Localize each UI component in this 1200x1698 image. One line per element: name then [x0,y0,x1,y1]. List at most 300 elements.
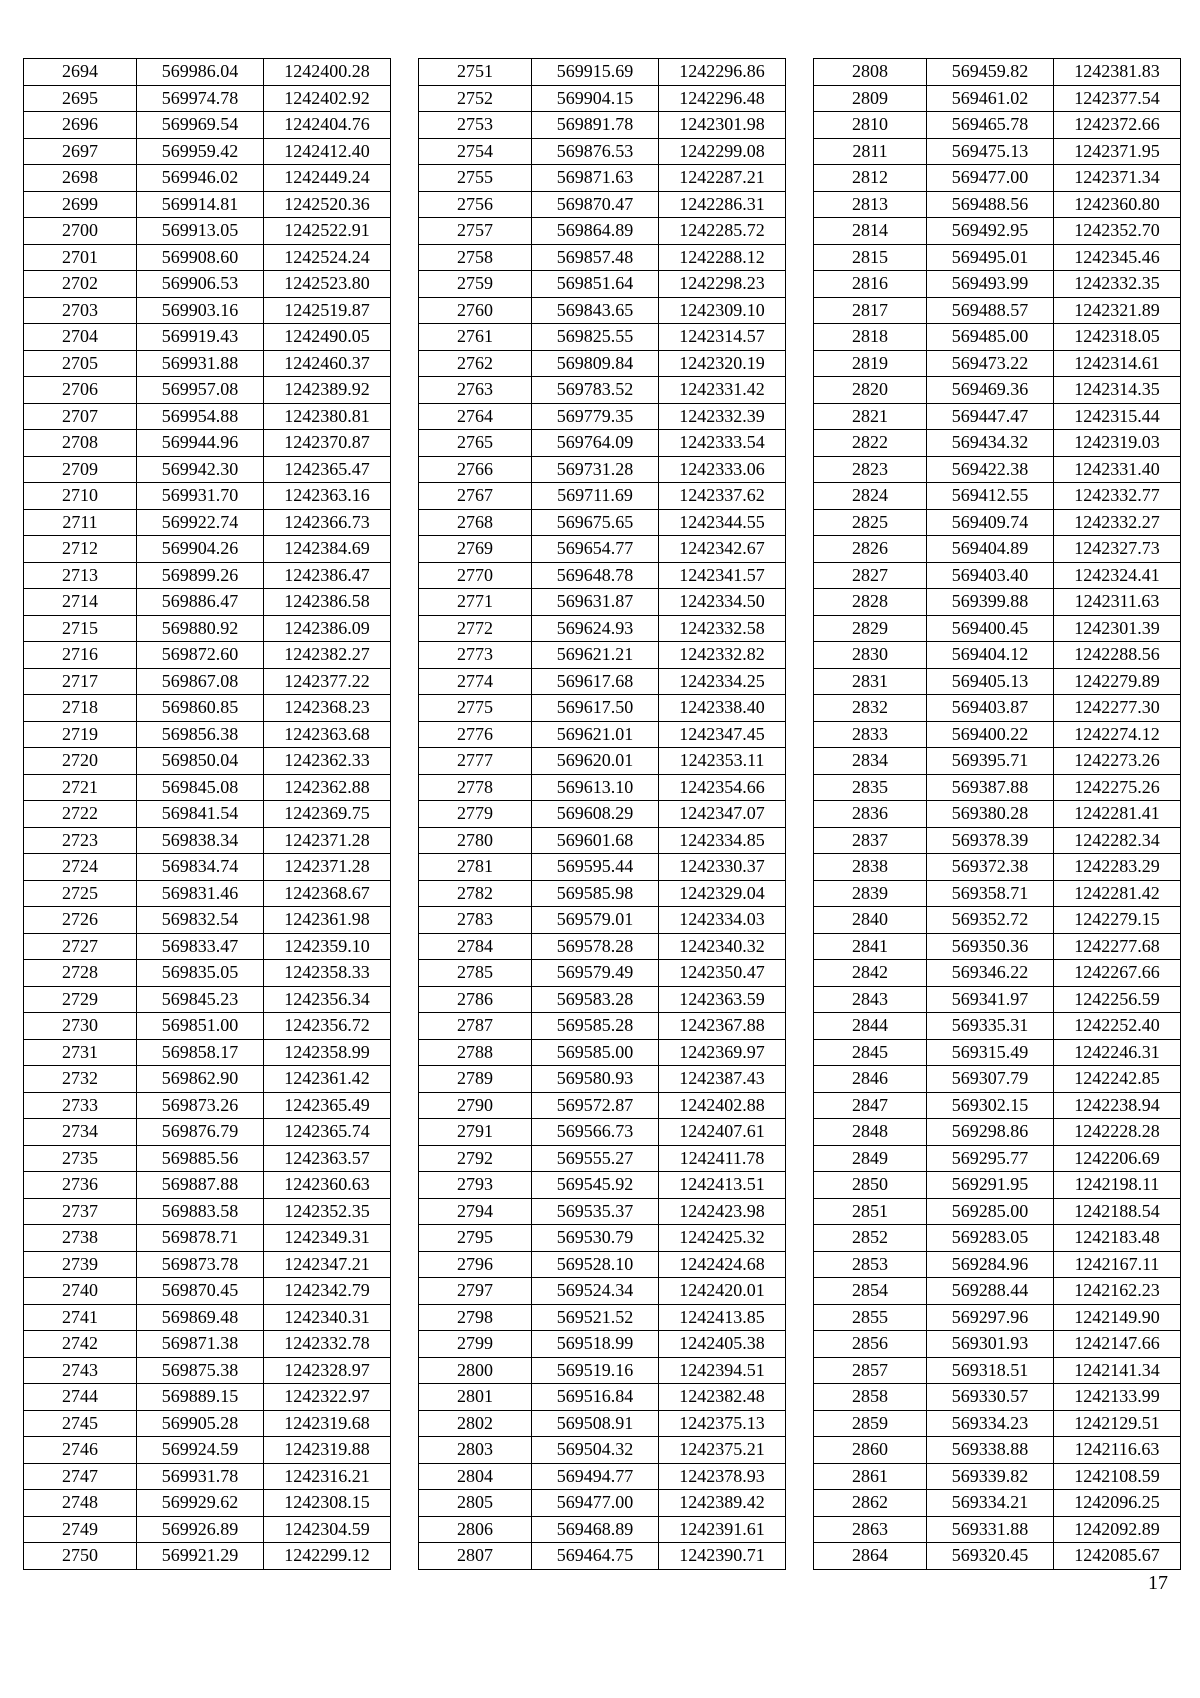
x-coordinate-cell: 569399.88 [927,589,1054,616]
y-coordinate-cell: 1242279.89 [1054,668,1181,695]
point-number-cell: 2713 [24,562,137,589]
y-coordinate-cell: 1242308.15 [264,1490,391,1517]
point-number-cell: 2695 [24,85,137,112]
table-row [814,721,1181,748]
table-row [419,324,786,351]
y-coordinate-cell: 1242318.05 [1054,324,1181,351]
point-number-cell: 2753 [419,112,532,139]
x-coordinate-cell: 569887.88 [137,1172,264,1199]
table-row [814,774,1181,801]
y-coordinate-cell: 1242344.55 [659,509,786,536]
x-coordinate-cell: 569654.77 [532,536,659,563]
x-coordinate-cell: 569339.82 [927,1463,1054,1490]
y-coordinate-cell: 1242371.95 [1054,138,1181,165]
point-number-cell: 2855 [814,1304,927,1331]
table-row [24,1092,391,1119]
y-coordinate-cell: 1242384.69 [264,536,391,563]
y-coordinate-cell: 1242523.80 [264,271,391,298]
table-row [419,695,786,722]
table-row [24,721,391,748]
x-coordinate-cell: 569315.49 [927,1039,1054,1066]
y-coordinate-cell: 1242314.35 [1054,377,1181,404]
x-coordinate-cell: 569380.28 [927,801,1054,828]
table-row [419,1437,786,1464]
y-coordinate-cell: 1242340.32 [659,933,786,960]
x-coordinate-cell: 569870.47 [532,191,659,218]
table-row [24,695,391,722]
y-coordinate-cell: 1242368.67 [264,880,391,907]
x-coordinate-cell: 569395.71 [927,748,1054,775]
y-coordinate-cell: 1242356.72 [264,1013,391,1040]
table-row [24,138,391,165]
y-coordinate-cell: 1242246.31 [1054,1039,1181,1066]
x-coordinate-cell: 569875.38 [137,1357,264,1384]
table-row [814,1357,1181,1384]
x-coordinate-cell: 569809.84 [532,350,659,377]
point-number-cell: 2718 [24,695,137,722]
x-coordinate-cell: 569838.34 [137,827,264,854]
x-coordinate-cell: 569856.38 [137,721,264,748]
point-number-cell: 2748 [24,1490,137,1517]
point-number-cell: 2760 [419,297,532,324]
y-coordinate-cell: 1242359.10 [264,933,391,960]
x-coordinate-cell: 569284.96 [927,1251,1054,1278]
table-row [24,244,391,271]
x-coordinate-cell: 569675.65 [532,509,659,536]
point-number-cell: 2709 [24,456,137,483]
table-row [419,218,786,245]
point-number-cell: 2761 [419,324,532,351]
y-coordinate-cell: 1242354.66 [659,774,786,801]
point-number-cell: 2786 [419,986,532,1013]
x-coordinate-cell: 569833.47 [137,933,264,960]
y-coordinate-cell: 1242362.33 [264,748,391,775]
y-coordinate-cell: 1242362.88 [264,774,391,801]
table-row [814,695,1181,722]
point-number-cell: 2849 [814,1145,927,1172]
table-row [419,1410,786,1437]
y-coordinate-cell: 1242332.77 [1054,483,1181,510]
y-coordinate-cell: 1242296.48 [659,85,786,112]
y-coordinate-cell: 1242389.42 [659,1490,786,1517]
x-coordinate-cell: 569617.50 [532,695,659,722]
table-row [419,138,786,165]
y-coordinate-cell: 1242296.86 [659,59,786,86]
point-number-cell: 2728 [24,960,137,987]
y-coordinate-cell: 1242324.41 [1054,562,1181,589]
y-coordinate-cell: 1242301.98 [659,112,786,139]
x-coordinate-cell: 569919.43 [137,324,264,351]
y-coordinate-cell: 1242377.22 [264,668,391,695]
table-row [24,403,391,430]
point-number-cell: 2755 [419,165,532,192]
point-number-cell: 2844 [814,1013,927,1040]
x-coordinate-cell: 569579.01 [532,907,659,934]
point-number-cell: 2771 [419,589,532,616]
table-row [814,986,1181,1013]
table-row [814,589,1181,616]
y-coordinate-cell: 1242370.87 [264,430,391,457]
x-coordinate-cell: 569870.45 [137,1278,264,1305]
y-coordinate-cell: 1242275.26 [1054,774,1181,801]
table-row [24,1304,391,1331]
table-row [814,1225,1181,1252]
point-number-cell: 2708 [24,430,137,457]
point-number-cell: 2805 [419,1490,532,1517]
x-coordinate-cell: 569904.26 [137,536,264,563]
table-row [24,907,391,934]
point-number-cell: 2817 [814,297,927,324]
x-coordinate-cell: 569974.78 [137,85,264,112]
table-row [24,1198,391,1225]
point-number-cell: 2722 [24,801,137,828]
table-row [24,933,391,960]
table-row [24,536,391,563]
table-row [24,271,391,298]
x-coordinate-cell: 569493.99 [927,271,1054,298]
point-number-cell: 2779 [419,801,532,828]
y-coordinate-cell: 1242361.42 [264,1066,391,1093]
y-coordinate-cell: 1242267.66 [1054,960,1181,987]
point-number-cell: 2791 [419,1119,532,1146]
y-coordinate-cell: 1242301.39 [1054,615,1181,642]
y-coordinate-cell: 1242319.88 [264,1437,391,1464]
x-coordinate-cell: 569843.65 [532,297,659,324]
table-row [814,1145,1181,1172]
point-number-cell: 2765 [419,430,532,457]
y-coordinate-cell: 1242382.27 [264,642,391,669]
table-row [419,1516,786,1543]
x-coordinate-cell: 569298.86 [927,1119,1054,1146]
y-coordinate-cell: 1242314.57 [659,324,786,351]
x-coordinate-cell: 569521.52 [532,1304,659,1331]
table-row [814,1066,1181,1093]
table-row [24,1437,391,1464]
table-row [24,1331,391,1358]
point-number-cell: 2828 [814,589,927,616]
table-row [24,1384,391,1411]
point-number-cell: 2830 [814,642,927,669]
table-row [24,297,391,324]
point-number-cell: 2706 [24,377,137,404]
y-coordinate-cell: 1242347.21 [264,1251,391,1278]
point-number-cell: 2701 [24,244,137,271]
point-number-cell: 2793 [419,1172,532,1199]
y-coordinate-cell: 1242369.97 [659,1039,786,1066]
x-coordinate-cell: 569946.02 [137,165,264,192]
x-coordinate-cell: 569400.22 [927,721,1054,748]
y-coordinate-cell: 1242321.89 [1054,297,1181,324]
y-coordinate-cell: 1242358.33 [264,960,391,987]
y-coordinate-cell: 1242389.92 [264,377,391,404]
table-row [814,403,1181,430]
x-coordinate-cell: 569608.29 [532,801,659,828]
y-coordinate-cell: 1242298.23 [659,271,786,298]
table-row [814,854,1181,881]
table-row [419,165,786,192]
y-coordinate-cell: 1242304.59 [264,1516,391,1543]
y-coordinate-cell: 1242085.67 [1054,1543,1181,1570]
x-coordinate-cell: 569869.48 [137,1304,264,1331]
x-coordinate-cell: 569858.17 [137,1039,264,1066]
y-coordinate-cell: 1242286.31 [659,191,786,218]
point-number-cell: 2857 [814,1357,927,1384]
point-number-cell: 2743 [24,1357,137,1384]
x-coordinate-cell: 569583.28 [532,986,659,1013]
x-coordinate-cell: 569468.89 [532,1516,659,1543]
x-coordinate-cell: 569832.54 [137,907,264,934]
table-row [24,642,391,669]
x-coordinate-cell: 569301.93 [927,1331,1054,1358]
x-coordinate-cell: 569566.73 [532,1119,659,1146]
x-coordinate-cell: 569477.00 [927,165,1054,192]
table-row [814,1463,1181,1490]
point-number-cell: 2733 [24,1092,137,1119]
y-coordinate-cell: 1242334.50 [659,589,786,616]
table-row [814,297,1181,324]
y-coordinate-cell: 1242382.48 [659,1384,786,1411]
table-row [419,642,786,669]
table-row [419,1092,786,1119]
point-number-cell: 2699 [24,191,137,218]
x-coordinate-cell: 569841.54 [137,801,264,828]
point-number-cell: 2852 [814,1225,927,1252]
x-coordinate-cell: 569528.10 [532,1251,659,1278]
y-coordinate-cell: 1242411.78 [659,1145,786,1172]
y-coordinate-cell: 1242279.15 [1054,907,1181,934]
table-row [419,191,786,218]
table-row [419,85,786,112]
x-coordinate-cell: 569464.75 [532,1543,659,1570]
y-coordinate-cell: 1242329.04 [659,880,786,907]
table-row [24,1225,391,1252]
table-row [419,1013,786,1040]
point-number-cell: 2736 [24,1172,137,1199]
table-row [419,112,786,139]
x-coordinate-cell: 569459.82 [927,59,1054,86]
x-coordinate-cell: 569378.39 [927,827,1054,854]
point-number-cell: 2732 [24,1066,137,1093]
x-coordinate-cell: 569764.09 [532,430,659,457]
point-number-cell: 2860 [814,1437,927,1464]
y-coordinate-cell: 1242367.88 [659,1013,786,1040]
point-number-cell: 2815 [814,244,927,271]
table-row [419,1198,786,1225]
point-number-cell: 2731 [24,1039,137,1066]
x-coordinate-cell: 569873.26 [137,1092,264,1119]
y-coordinate-cell: 1242252.40 [1054,1013,1181,1040]
point-number-cell: 2819 [814,350,927,377]
y-coordinate-cell: 1242332.78 [264,1331,391,1358]
x-coordinate-cell: 569871.38 [137,1331,264,1358]
y-coordinate-cell: 1242167.11 [1054,1251,1181,1278]
point-number-cell: 2825 [814,509,927,536]
point-number-cell: 2834 [814,748,927,775]
point-number-cell: 2711 [24,509,137,536]
point-number-cell: 2726 [24,907,137,934]
x-coordinate-cell: 569957.08 [137,377,264,404]
point-number-cell: 2763 [419,377,532,404]
x-coordinate-cell: 569959.42 [137,138,264,165]
point-number-cell: 2773 [419,642,532,669]
table-row [24,377,391,404]
x-coordinate-cell: 569620.01 [532,748,659,775]
table-row [419,854,786,881]
table-row [814,562,1181,589]
y-coordinate-cell: 1242363.68 [264,721,391,748]
table-row [24,1463,391,1490]
y-coordinate-cell: 1242423.98 [659,1198,786,1225]
table-row [24,509,391,536]
point-number-cell: 2796 [419,1251,532,1278]
y-coordinate-cell: 1242116.63 [1054,1437,1181,1464]
point-number-cell: 2766 [419,456,532,483]
table-row [419,1278,786,1305]
x-coordinate-cell: 569291.95 [927,1172,1054,1199]
y-coordinate-cell: 1242363.59 [659,986,786,1013]
table-row [24,1145,391,1172]
point-number-cell: 2810 [814,112,927,139]
y-coordinate-cell: 1242371.28 [264,827,391,854]
x-coordinate-cell: 569871.63 [532,165,659,192]
y-coordinate-cell: 1242333.54 [659,430,786,457]
x-coordinate-cell: 569330.57 [927,1384,1054,1411]
x-coordinate-cell: 569307.79 [927,1066,1054,1093]
point-number-cell: 2703 [24,297,137,324]
y-coordinate-cell: 1242334.03 [659,907,786,934]
x-coordinate-cell: 569504.32 [532,1437,659,1464]
point-number-cell: 2762 [419,350,532,377]
x-coordinate-cell: 569905.28 [137,1410,264,1437]
table-row [814,244,1181,271]
x-coordinate-cell: 569904.15 [532,85,659,112]
table-row [419,1357,786,1384]
point-number-cell: 2784 [419,933,532,960]
x-coordinate-cell: 569295.77 [927,1145,1054,1172]
y-coordinate-cell: 1242331.40 [1054,456,1181,483]
point-number-cell: 2846 [814,1066,927,1093]
x-coordinate-cell: 569404.89 [927,536,1054,563]
y-coordinate-cell: 1242188.54 [1054,1198,1181,1225]
y-coordinate-cell: 1242386.09 [264,615,391,642]
point-number-cell: 2705 [24,350,137,377]
point-number-cell: 2781 [419,854,532,881]
table-row [814,165,1181,192]
x-coordinate-cell: 569585.98 [532,880,659,907]
table-row [419,1384,786,1411]
table-row [24,1172,391,1199]
x-coordinate-cell: 569400.45 [927,615,1054,642]
x-coordinate-cell: 569867.08 [137,668,264,695]
x-coordinate-cell: 569851.00 [137,1013,264,1040]
table-row [24,1066,391,1093]
table-row [814,1410,1181,1437]
x-coordinate-cell: 569986.04 [137,59,264,86]
x-coordinate-cell: 569621.01 [532,721,659,748]
point-number-cell: 2714 [24,589,137,616]
table-row [24,59,391,86]
table-row [814,615,1181,642]
coordinate-table-1 [23,58,391,1570]
point-number-cell: 2723 [24,827,137,854]
x-coordinate-cell: 569465.78 [927,112,1054,139]
y-coordinate-cell: 1242228.28 [1054,1119,1181,1146]
page-number: 17 [1148,1572,1168,1594]
x-coordinate-cell: 569372.38 [927,854,1054,881]
point-number-cell: 2836 [814,801,927,828]
y-coordinate-cell: 1242365.47 [264,456,391,483]
table-row [814,1543,1181,1570]
x-coordinate-cell: 569578.28 [532,933,659,960]
point-number-cell: 2744 [24,1384,137,1411]
table-row [24,615,391,642]
table-row [24,324,391,351]
x-coordinate-cell: 569334.21 [927,1490,1054,1517]
point-number-cell: 2801 [419,1384,532,1411]
point-number-cell: 2864 [814,1543,927,1570]
point-number-cell: 2839 [814,880,927,907]
x-coordinate-cell: 569335.31 [927,1013,1054,1040]
x-coordinate-cell: 569873.78 [137,1251,264,1278]
x-coordinate-cell: 569906.53 [137,271,264,298]
y-coordinate-cell: 1242331.42 [659,377,786,404]
x-coordinate-cell: 569285.00 [927,1198,1054,1225]
y-coordinate-cell: 1242400.28 [264,59,391,86]
y-coordinate-cell: 1242285.72 [659,218,786,245]
y-coordinate-cell: 1242347.45 [659,721,786,748]
x-coordinate-cell: 569631.87 [532,589,659,616]
y-coordinate-cell: 1242283.29 [1054,854,1181,881]
point-number-cell: 2715 [24,615,137,642]
y-coordinate-cell: 1242375.13 [659,1410,786,1437]
x-coordinate-cell: 569495.01 [927,244,1054,271]
table-row [814,536,1181,563]
table-row [419,350,786,377]
point-number-cell: 2845 [814,1039,927,1066]
table-row [24,1543,391,1570]
point-number-cell: 2812 [814,165,927,192]
x-coordinate-cell: 569469.36 [927,377,1054,404]
point-number-cell: 2770 [419,562,532,589]
table-row [814,880,1181,907]
y-coordinate-cell: 1242327.73 [1054,536,1181,563]
y-coordinate-cell: 1242371.28 [264,854,391,881]
point-number-cell: 2735 [24,1145,137,1172]
point-number-cell: 2795 [419,1225,532,1252]
y-coordinate-cell: 1242274.12 [1054,721,1181,748]
point-number-cell: 2750 [24,1543,137,1570]
y-coordinate-cell: 1242386.47 [264,562,391,589]
point-number-cell: 2818 [814,324,927,351]
y-coordinate-cell: 1242314.61 [1054,350,1181,377]
point-number-cell: 2719 [24,721,137,748]
point-number-cell: 2749 [24,1516,137,1543]
x-coordinate-cell: 569488.57 [927,297,1054,324]
table-row [24,854,391,881]
y-coordinate-cell: 1242371.34 [1054,165,1181,192]
point-number-cell: 2778 [419,774,532,801]
x-coordinate-cell: 569648.78 [532,562,659,589]
point-number-cell: 2730 [24,1013,137,1040]
table-row [419,748,786,775]
table-row [814,1516,1181,1543]
table-row [419,536,786,563]
point-number-cell: 2804 [419,1463,532,1490]
y-coordinate-cell: 1242424.68 [659,1251,786,1278]
point-number-cell: 2831 [814,668,927,695]
point-number-cell: 2858 [814,1384,927,1411]
y-coordinate-cell: 1242347.07 [659,801,786,828]
